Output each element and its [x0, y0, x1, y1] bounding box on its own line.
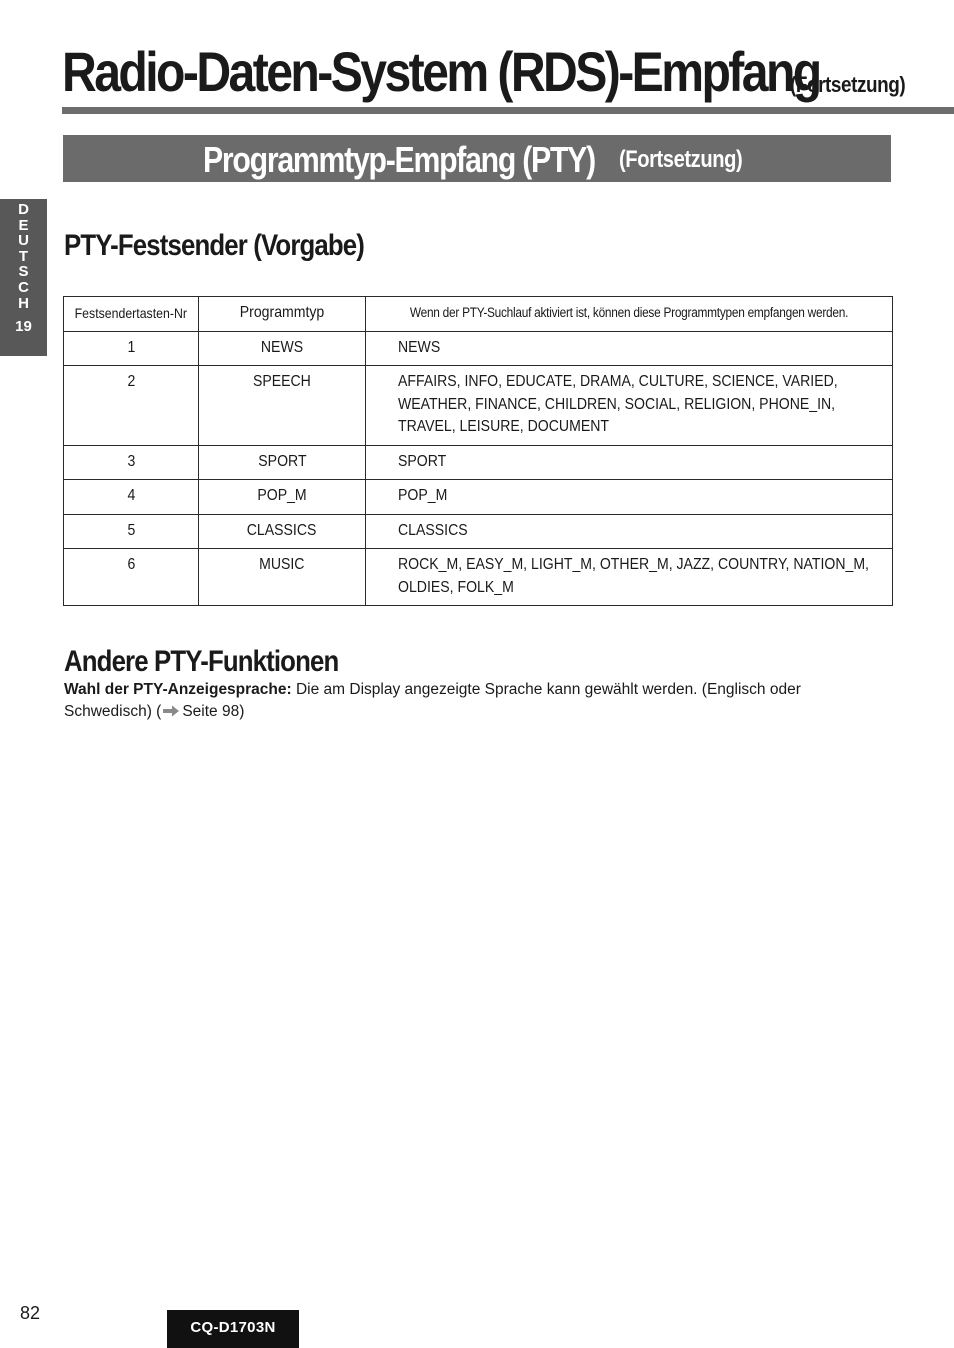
cell-program-type: SPEECH [199, 366, 366, 446]
column-header-preset-key: Festsendertasten-Nr [64, 297, 199, 332]
tab-letter: D [18, 201, 29, 218]
cell-receivable: SPORT [366, 445, 893, 480]
cell-preset-key: 4 [64, 480, 199, 515]
cell-receivable: POP_M [366, 480, 893, 515]
page-title-main: Radio-Daten-System (RDS)-Empfang [62, 40, 820, 103]
page-title [62, 40, 942, 103]
column-header-receivable: Wenn der PTY-Suchlauf aktiviert ist, können diese Programmtypen empfangen werden. [366, 297, 893, 332]
model-badge: CQ-D1703N [167, 1310, 299, 1348]
table-header-row [64, 297, 893, 332]
pty-preset-table [63, 296, 893, 606]
cell-program-type: NEWS [199, 331, 366, 366]
table-row [64, 366, 893, 446]
cell-receivable: CLASSICS [366, 514, 893, 549]
section-heading-other-functions: Andere PTY-Funktionen [64, 645, 339, 678]
cell-program-type: CLASSICS [199, 514, 366, 549]
chapter-number: 19 [15, 318, 32, 336]
table-row [64, 445, 893, 480]
cell-preset-key: 2 [64, 366, 199, 446]
table-row [64, 331, 893, 366]
title-underline [62, 107, 954, 114]
paragraph-text: Die am Display angezeigte Sprache kann gewählt werden. (Englisch oder Schwedisch) ( [64, 681, 801, 720]
tab-letter: H [18, 294, 29, 312]
tab-letter: S [18, 263, 29, 281]
cell-preset-key: 5 [64, 514, 199, 549]
cell-preset-key: 1 [64, 331, 199, 366]
cell-receivable: AFFAIRS, INFO, EDUCATE, DRAMA, CULTURE, SCIENCE, VARIED, WEATHER, FINANCE, CHILDREN, SOCIAL, RELIGION, PHONE_IN, TRAVEL, LEISURE, DOCUMENT [366, 366, 893, 446]
banner-suffix: (Fortsetzung) [619, 146, 743, 173]
cell-program-type: SPORT [199, 445, 366, 480]
right-arrow-icon [162, 705, 180, 717]
cell-receivable: ROCK_M, EASY_M, LIGHT_M, OTHER_M, JAZZ, COUNTRY, NATION_M, OLDIES, FOLK_M [366, 549, 893, 606]
cell-preset-key: 3 [64, 445, 199, 480]
tab-letter: U [18, 232, 29, 250]
section-banner [63, 135, 891, 182]
language-letters [0, 199, 47, 311]
tab-letter: C [18, 278, 29, 296]
tab-letter: T [18, 247, 29, 265]
cell-receivable: NEWS [366, 331, 893, 366]
page-reference: Seite 98) [182, 702, 245, 720]
table-row [64, 480, 893, 515]
cell-program-type: MUSIC [199, 549, 366, 606]
table-row [64, 514, 893, 549]
table-row [64, 549, 893, 606]
language-selection-paragraph [64, 679, 844, 722]
section-heading-presets: PTY-Festsender (Vorgabe) [64, 229, 365, 262]
page-title-suffix: (Fortsetzung) [790, 72, 906, 97]
tab-letter: E [18, 216, 29, 234]
page-number: 82 [20, 1303, 41, 1323]
cell-preset-key: 6 [64, 549, 199, 606]
cell-program-type: POP_M [199, 480, 366, 515]
paragraph-lead: Wahl der PTY-Anzeigesprache: [64, 681, 292, 698]
banner-title: Programmtyp-Empfang (PTY) [203, 139, 595, 180]
language-side-tab [0, 199, 47, 356]
column-header-program-type: Programmtyp [199, 297, 366, 332]
